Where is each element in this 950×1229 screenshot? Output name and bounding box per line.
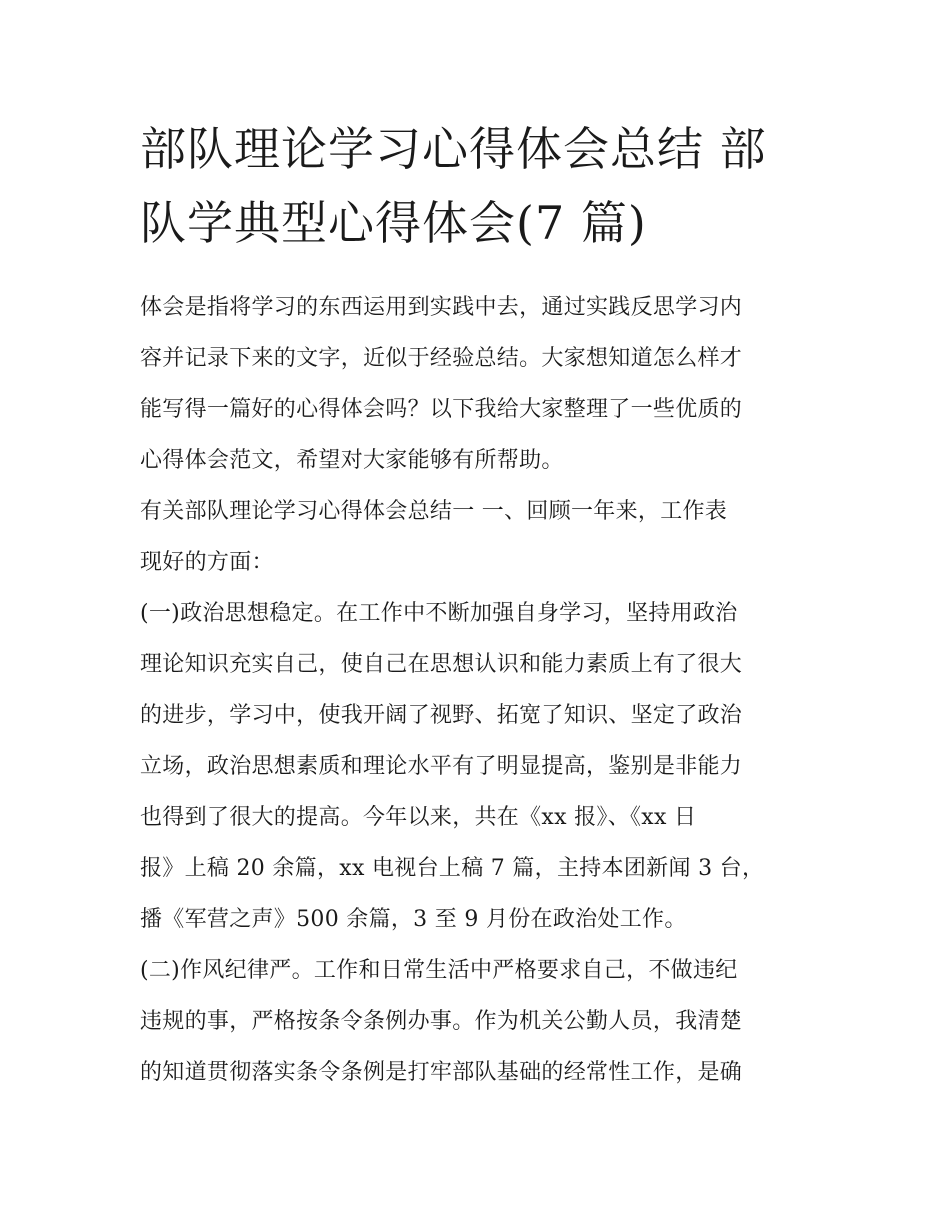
body-line: 有关部队理论学习心得体会总结一 一、回顾一年来，工作表 (140, 499, 728, 524)
body-line: 的知道贯彻落实条令条例是打牢部队基础的经常性工作，是确 (140, 1060, 743, 1085)
body-line: 立场，政治思想素质和理论水平有了明显提高，鉴别是非能力 (140, 754, 743, 779)
body-line: 也得到了很大的提高。今年以来，共在《xx 报》、《xx 日 (140, 805, 697, 830)
body-line: 违规的事，严格按条令条例办事。作为机关公勤人员，我清楚 (140, 1009, 743, 1034)
body-line: 体会是指将学习的东西运用到实践中去，通过实践反思学习内 (140, 295, 743, 320)
document-title (140, 112, 820, 260)
title-line: 队学典型心得体会(7 篇) (140, 196, 647, 250)
body-line: 理论知识充实自己，使自己在思想认识和能力素质上有了很大 (140, 652, 743, 677)
body-line: (二)作风纪律严。工作和日常生活中严格要求自己，不做违纪 (140, 958, 738, 983)
body-line: 能写得一篇好的心得体会吗？以下我给大家整理了一些优质的 (140, 397, 743, 422)
body-line: 容并记录下来的文字，近似于经验总结。大家想知道怎么样才 (140, 346, 743, 371)
body-line: 播《军营之声》500 余篇，3 至 9 月份在政治处工作。 (140, 907, 687, 932)
body-line: 报》上稿 20 余篇，xx 电视台上稿 7 篇，主持本团新闻 3 台， (140, 856, 765, 881)
title-line: 部队理论学习心得体会总结 部 (140, 122, 767, 176)
body-line: 心得体会范文，希望对大家能够有所帮助。 (140, 448, 564, 473)
body-line: 的进步，学习中，使我开阔了视野、拓宽了知识、坚定了政治 (140, 703, 743, 728)
body-line: (一)政治思想稳定。在工作中不断加强自身学习，坚持用政治 (140, 601, 738, 626)
body-line: 现好的方面： (140, 550, 274, 575)
document-body (140, 282, 820, 1098)
